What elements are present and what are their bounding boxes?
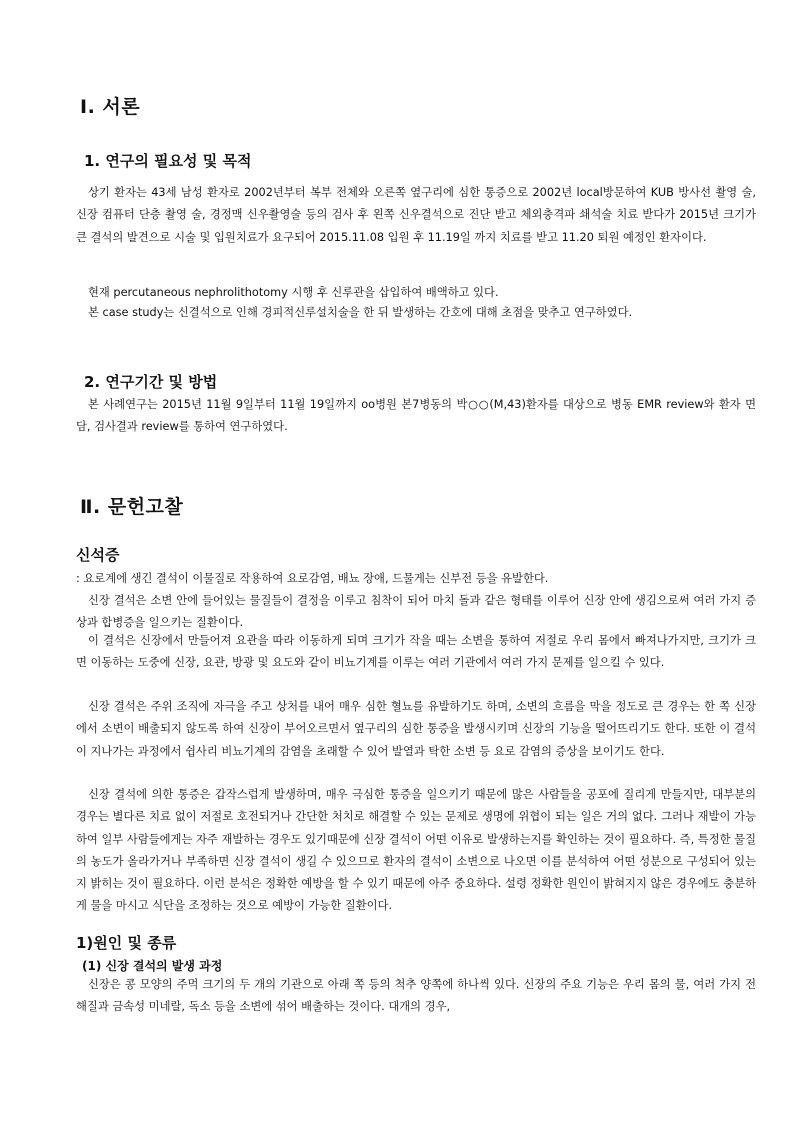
subsection-title: 1)원인 및 종류	[76, 934, 177, 952]
paragraph: 현재 percutaneous nephrolithotomy 시행 후 신루관을 삽입하여 배액하고 있다.	[88, 286, 499, 299]
topic-title: 신석증	[76, 546, 120, 564]
section-1-title: Ⅰ. 서론	[80, 96, 141, 118]
section-1-2-title: 2. 연구기간 및 방법	[84, 373, 218, 391]
paragraph: 이 결석은 신장에서 만들어져 요관을 따라 이동하게 되며 크기가 작을 때는 소변을 통하여 저절로 우리 몸에서 빠져나가지만, 크기가 크면 이동하는 도중에 신장, 요관, 방광 및 요도와 같이 비뇨기계를 이루는 여러 기관에서 여러 가지 문제를 일으킬 수 있다.	[76, 634, 756, 670]
paragraph: 신장 결석에 의한 통증은 갑작스럽게 발생하며, 매우 극심한 통증을 일으키기 때문에 많은 사람들을 공포에 질리게 만들지만, 대부분의 경우는 별다른 치료 없이 저절로 호전되거나 간단한 처치로 해결할 수 있는 문제로 생명에 위협이 되는 일은 거의 없다. 그러나 재발이 가능하여 일부 사람들에게는 자주 재발하는 경우도 있기때문에 신장 결석이 어떤 이유로 발생하는지를 확인하는 것이 필요하다. 즉, 특정한 물질의 농도가 올라가거나 부족하면 신장 결석이 생길 수 있으므로 환자의 결석이 소변으로 나오면 이를 분석하여 어떤 성분으로 구성되어 있는지 밝히는 것이 필요하다. 이런 분석은 정확한 예방을 할 수 있기 때문에 아주 중요하다. 설령 정확한 원인이 밝혀지지 않은 경우에도 충분하게 물을 마시고 식단을 조정하는 것으로 예방이 가능한 질환이다.	[76, 788, 756, 913]
paragraph: : 요로계에 생긴 결석이 이물질로 작용하여 요로감염, 배뇨 장애, 드물게는 신부전 등을 유발한다.	[76, 572, 549, 585]
paragraph: 상기 환자는 43세 남성 환자로 2002년부터 복부 전체와 오른쪽 옆구리에 심한 통증으로 2002년 local방문하여 KUB 방사선 촬영 술, 신장 컴퓨터 단층 촬영 술, 경정맥 신우촬영술 등의 검사 후 왼쪽 신우결석으로 진단 받고 체외충격파 쇄석술 치료 받다가 2015년 크기가 큰 결석의 발견으로 시술 및 입원치료가 요구되어 2015.11.08 입원 후 11.19일 까지 치료를 받고 11.20 퇴원 예정인 환자이다.	[76, 186, 756, 244]
paragraph: 신장은 콩 모양의 주먹 크기의 두 개의 기관으로 아래 쪽 등의 척추 양쪽에 하나씩 있다. 신장의 주요 기능은 우리 몸의 물, 여러 가지 전해질과 금속성 미네랄, 독소 등을 소변에 섞어 배출하는 것이다. 대개의 경우,	[76, 978, 756, 1014]
paragraph: 본 case study는 신결석으로 인해 경피적신루설치술을 한 뒤 발생하는 간호에 대해 초점을 맞추고 연구하였다.	[88, 306, 633, 319]
paragraph: 신장 결석은 소변 안에 들어있는 물질들이 결정을 이루고 침착이 되어 마치 돌과 같은 형태를 이루어 신장 안에 생김으로써 여러 가지 증상과 합병증을 일으키는 질환이다.	[76, 594, 756, 630]
section-1-1-title: 1. 연구의 필요성 및 목적	[84, 152, 252, 170]
section-2-title: Ⅱ. 문헌고찰	[80, 496, 184, 518]
paragraph: 본 사례연구는 2015년 11월 9일부터 11월 19일까지 oo병원 본7병동의 박○○(M,43)환자를 대상으로 병동 EMR review와 환자 면담, 검사결과 review를 통하여 연구하였다.	[76, 398, 756, 434]
paragraph: 신장 결석은 주위 조직에 자극을 주고 상처를 내어 매우 심한 혈뇨를 유발하기도 하며, 소변의 흐름을 막을 정도로 큰 경우는 한 쪽 신장에서 소변이 배출되지 않도록 하여 신장이 부어오르면서 옆구리의 심한 통증을 발생시키며 신장의 기능을 떨어뜨리기도 한다. 또한 이 결석이 지나가는 과정에서 쉽사리 비뇨기계의 감염을 초래할 수 있어 발열과 탁한 소변 등 요로 감염의 증상을 보이기도 한다.	[76, 700, 756, 758]
sub-subsection-title: (1) 신장 결석의 발생 과정	[82, 959, 223, 973]
